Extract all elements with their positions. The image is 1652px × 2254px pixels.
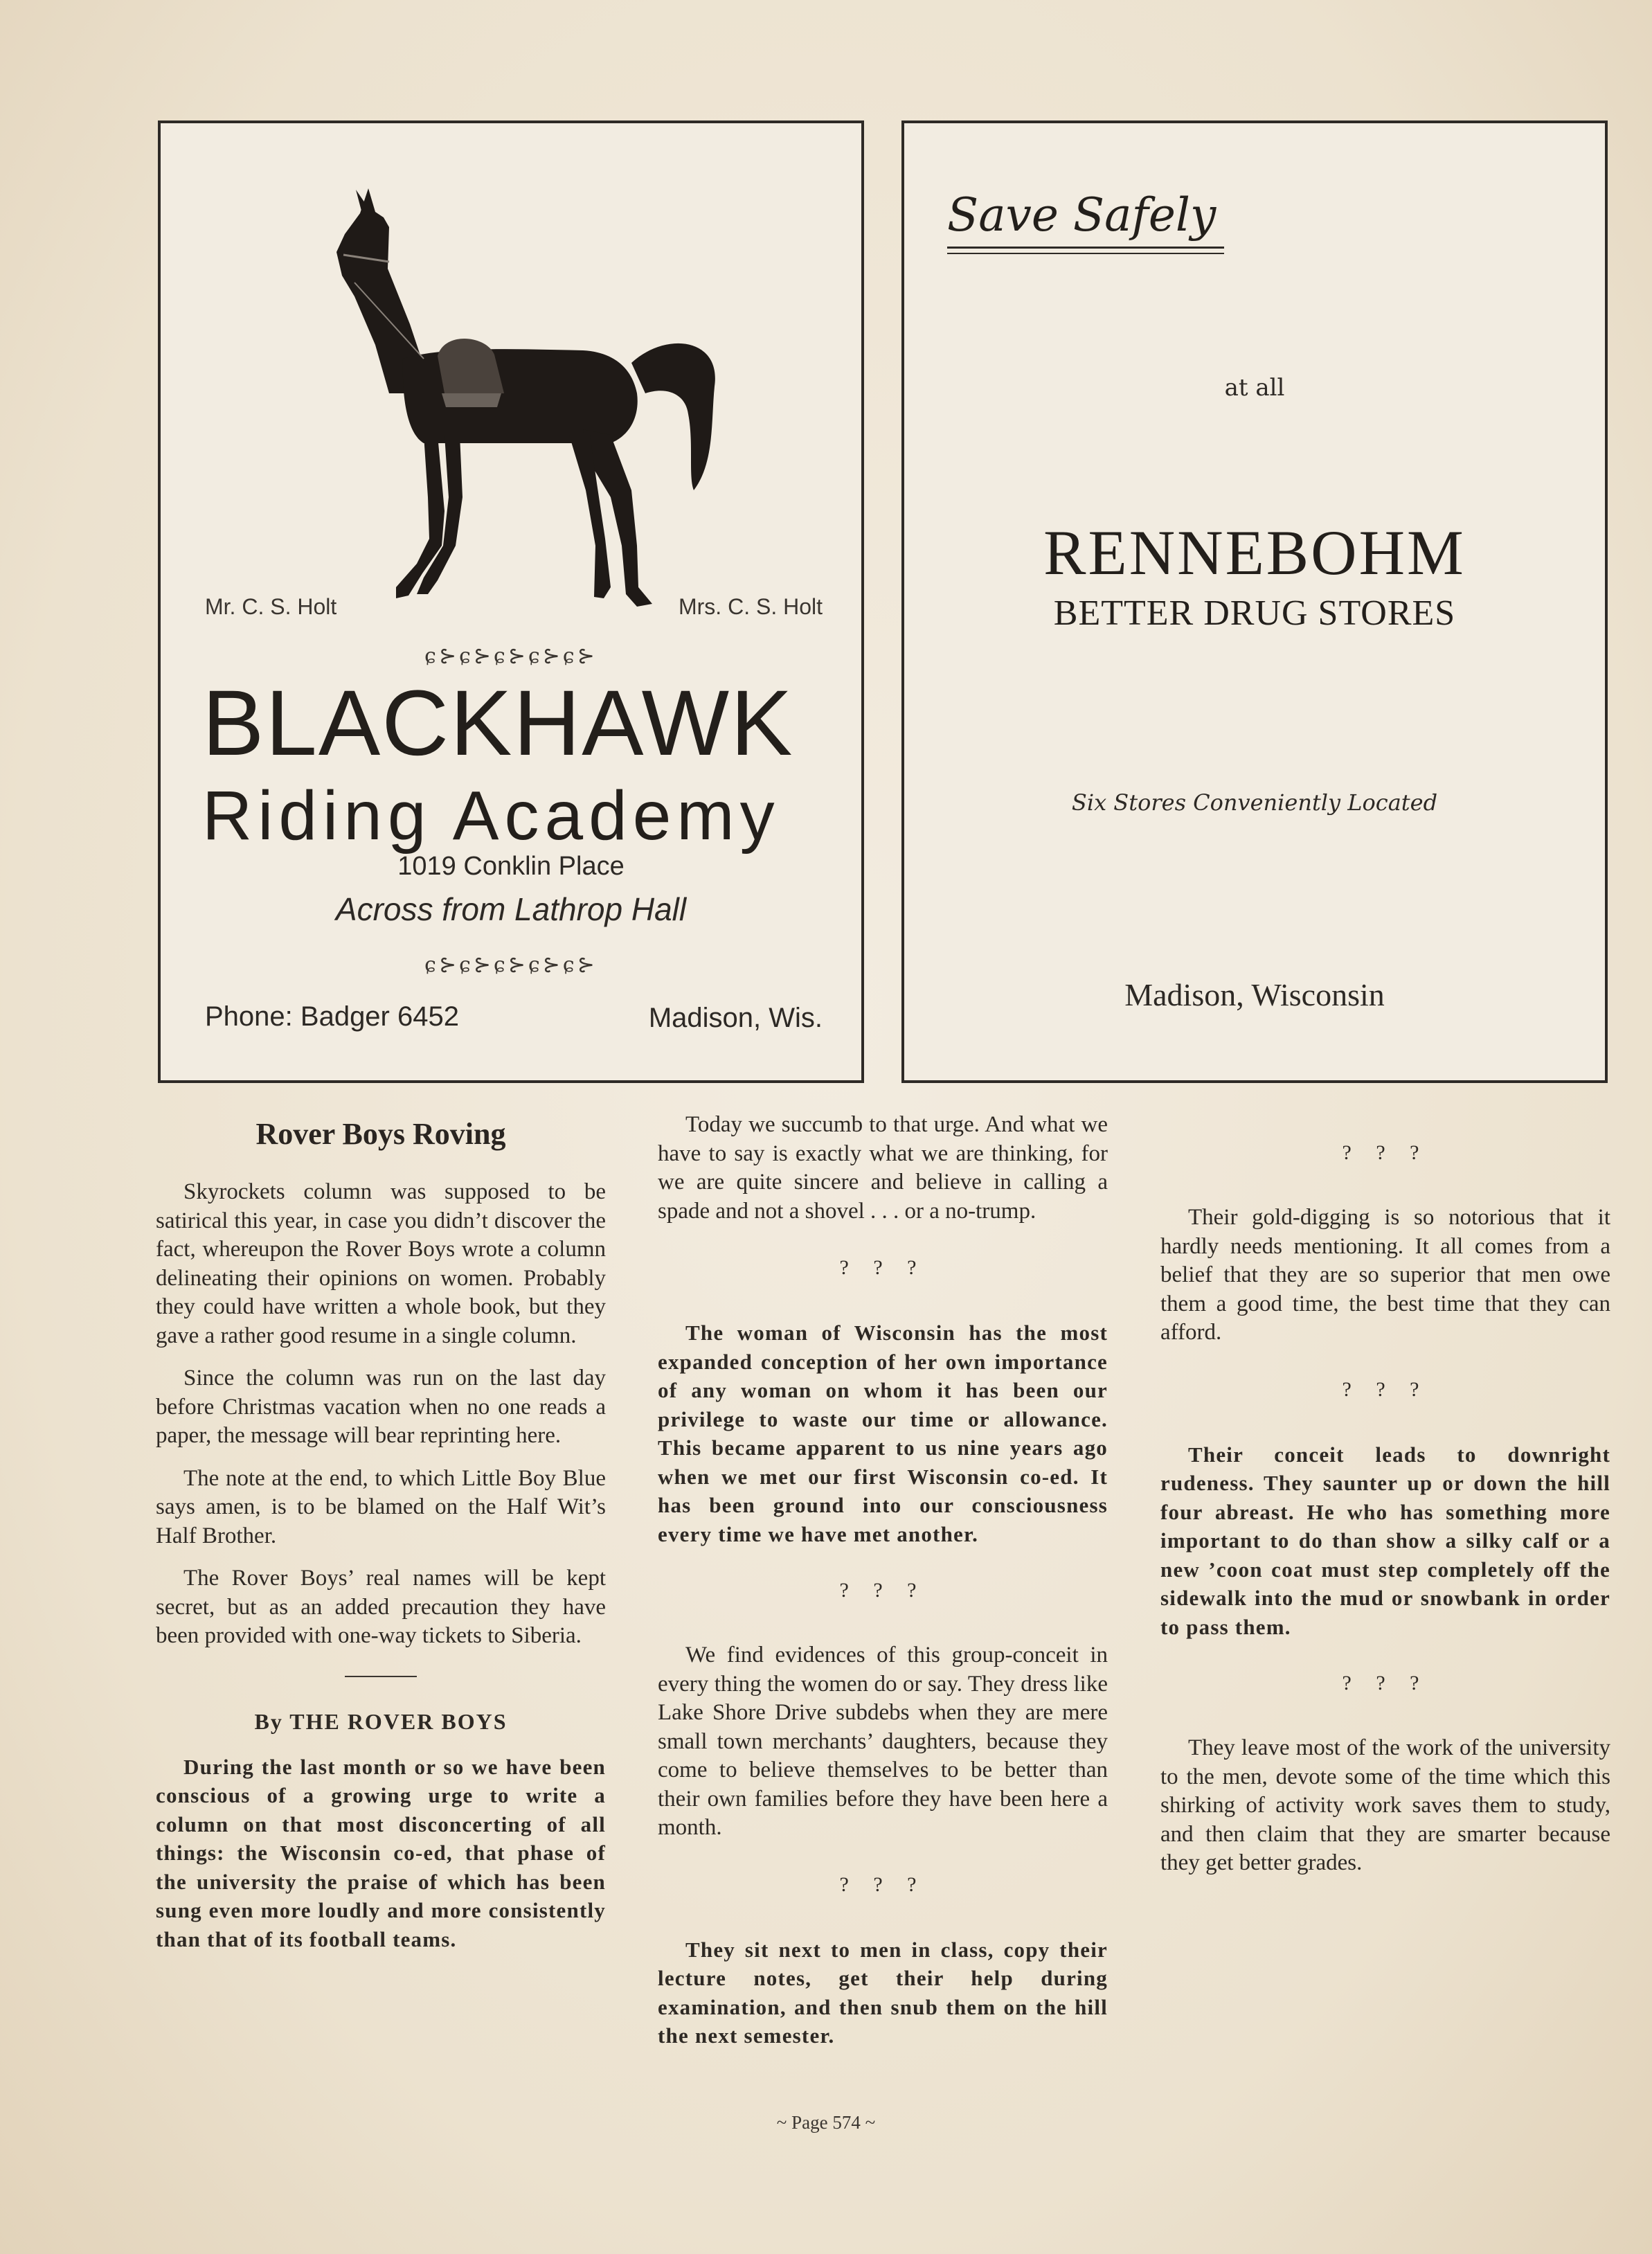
academy-address: 1019 Conklin Place xyxy=(397,852,625,881)
rennebohm-ad xyxy=(901,120,1608,1083)
article-paragraph: They sit next to men in class, copy their lecture notes, get their help during examination, and then snub them on the hill the next semester. xyxy=(658,1937,1108,2048)
question-separator: ? ? ? xyxy=(839,1579,926,1602)
intro-paragraph: Since the column was run on the last day before Christmas vacation when no one reads a paper, the message will bear reprinting here. xyxy=(156,1366,606,1448)
article-paragraph: Their conceit leads to downright rudeness. They saunter up or down the hill four abreast. He who has something more important to do than show a silky calf or a new ’coon coat must step completely off the sidewalk into the mud or snowbank in order to pass them. xyxy=(1160,1442,1610,1639)
ornament-divider: ɕ⊱ɕ⊱ɕ⊱ɕ⊱ɕ⊱ xyxy=(424,644,598,668)
store-city: Madison, Wisconsin xyxy=(1124,977,1385,1012)
page-number: ~ Page 574 ~ xyxy=(776,2112,876,2133)
owner-left: Mr. C. S. Holt xyxy=(205,594,337,619)
article-paragraph: Today we succumb to that urge. And what we have to say is exactly what we are thinking, for we are quite sincere and believe in calling a spade and not a shovel . . . or a no-trump. xyxy=(658,1112,1108,1224)
headline-underline xyxy=(947,247,1224,254)
article-paragraph: During the last month or so we have been conscious of a growing urge to write a column on that most disconcerting of all things: the Wisconsin co-ed, that phase of the university the praise of which has been sung even more loudly and more consistently than that of its football teams. xyxy=(156,1754,606,1951)
ad-headline: Save Safely xyxy=(947,188,1216,242)
article-column-3 xyxy=(1160,1111,1610,1892)
article-title: Rover Boys Roving xyxy=(255,1117,506,1151)
question-separator: ? ? ? xyxy=(1342,1141,1429,1164)
academy-city: Madison, Wis. xyxy=(648,1003,823,1033)
store-tagline: BETTER DRUG STORES xyxy=(1053,593,1456,633)
academy-subtitle: Riding Academy xyxy=(202,777,780,855)
intro-paragraph: Skyrockets column was supposed to be satirical this year, in case you didn’t discover the fact, whereupon the Rover Boys wrote a column delineating their opinions on women. Probably they could have written a whole book, but they gave a rather good resume in a single column. xyxy=(156,1179,606,1348)
academy-name: BLACKHAWK xyxy=(202,672,794,775)
article-paragraph: We find evidences of this group-conceit in every thing the women do or say. They dress like Lake Shore Drive subdebs when they are mere small town merchants’ daughters, because they come to believe themselves to be better than their own families before they have been here a month. xyxy=(658,1643,1108,1840)
question-separator: ? ? ? xyxy=(1342,1377,1429,1401)
at-all-text: at all xyxy=(1224,374,1285,402)
intro-paragraph: The Rover Boys’ real names will be kept secret, but as an added precaution they have been provided with one-way tickets to Siberia. xyxy=(156,1566,606,1648)
academy-phone: Phone: Badger 6452 xyxy=(205,1001,459,1032)
owner-right: Mrs. C. S. Holt xyxy=(678,594,823,619)
section-divider xyxy=(345,1676,417,1677)
store-locations-note: Six Stores Conveniently Located xyxy=(1071,789,1438,816)
horse-illustration xyxy=(306,186,721,712)
article-column-2 xyxy=(658,1111,1108,2064)
question-separator: ? ? ? xyxy=(839,1256,926,1279)
store-name: RENNEBOHM xyxy=(1043,517,1466,588)
academy-location-note: Across from Lathrop Hall xyxy=(335,891,687,927)
article-paragraph: They leave most of the work of the university to the men, devote some of the time which this shirking of activity work saves them to study, and then claim that they are smarter because they get better grades. xyxy=(1160,1735,1610,1875)
question-separator: ? ? ? xyxy=(839,1872,926,1896)
article-paragraph: The woman of Wisconsin has the most expanded conception of her own importance of any woman on whom it has been our privilege to waste our time or allowance. This became apparent to us nine years ago when we met our first Wisconsin co-ed. It has been ground into our consciousness every time we have met another. xyxy=(658,1321,1108,1546)
ornament-divider: ɕ⊱ɕ⊱ɕ⊱ɕ⊱ɕ⊱ xyxy=(424,953,598,977)
question-separator: ? ? ? xyxy=(1342,1672,1429,1694)
article-column-1 xyxy=(156,1111,606,1967)
intro-paragraph: The note at the end, to which Little Boy Blue says amen, is to be blamed on the Half Wit’s Half Brother. xyxy=(156,1465,606,1548)
article-paragraph: Their gold-digging is so notorious that it hardly needs mentioning. It all comes from a belief that they are so superior that men owe them a good time, the best time that they can afford. xyxy=(1160,1205,1610,1345)
article-byline: By THE ROVER BOYS xyxy=(254,1708,508,1734)
blackhawk-ad xyxy=(158,120,864,1083)
